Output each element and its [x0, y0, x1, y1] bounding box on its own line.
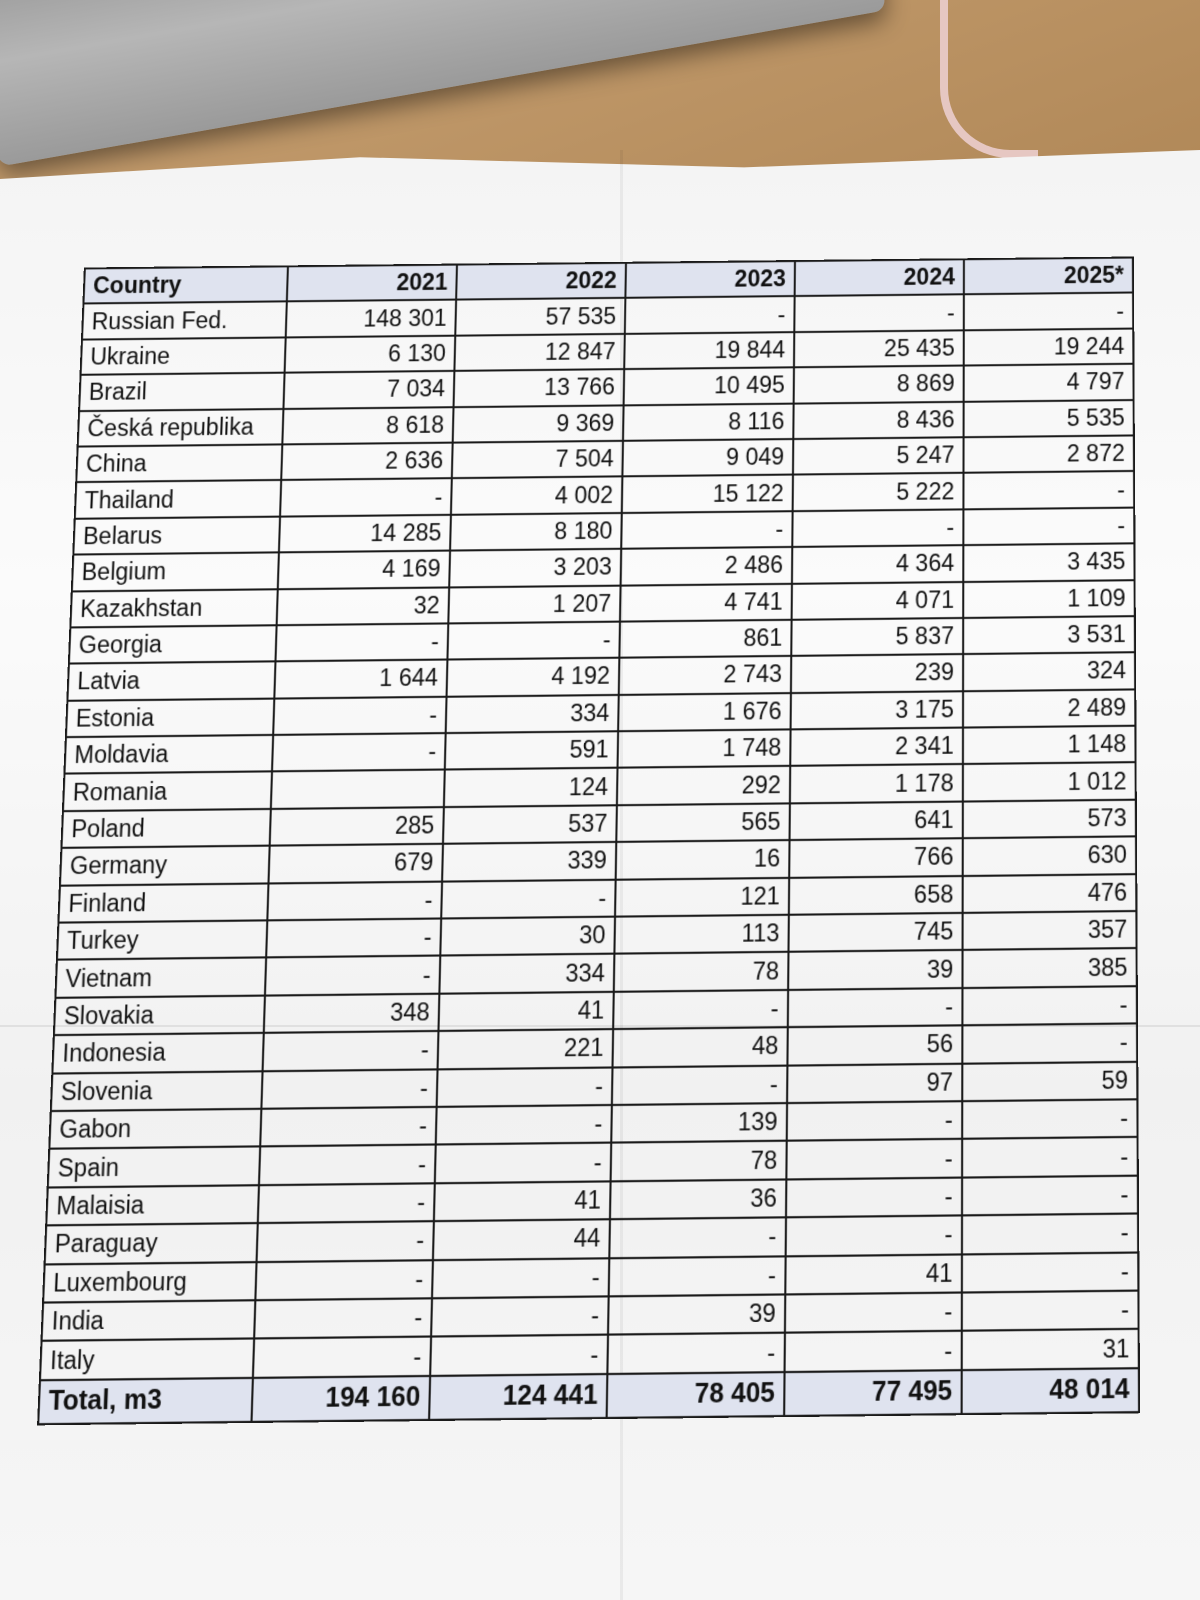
- cell-value-2021: -: [257, 1221, 434, 1261]
- cell-value-2021: -: [265, 956, 440, 995]
- cell-value-2025: -: [962, 1175, 1138, 1215]
- cell-value-2021: 679: [269, 844, 443, 883]
- cell-country: Slovakia: [54, 995, 265, 1035]
- cell-value-2023: 78: [611, 1141, 787, 1181]
- cell-value-2024: 56: [787, 1026, 962, 1066]
- cell-value-2021: -: [267, 881, 442, 920]
- table-body: [40, 293, 1139, 1380]
- cell-value-2025: 2 489: [963, 689, 1135, 728]
- cell-value-2021: 348: [264, 994, 440, 1034]
- cell-country: Vietnam: [55, 958, 266, 998]
- cell-value-2024: 4 364: [792, 545, 963, 583]
- cell-value-2021: -: [280, 478, 452, 516]
- cell-value-2025: 1 109: [963, 580, 1135, 618]
- cell-value-2022: 339: [442, 842, 616, 881]
- cell-value-2022: 7 504: [452, 441, 623, 479]
- cell-value-2021: -: [259, 1145, 436, 1185]
- cell-country: China: [76, 444, 282, 482]
- cell-value-2023: 36: [610, 1179, 786, 1219]
- cell-value-2023: 78: [614, 952, 789, 991]
- cell-value-2021: -: [256, 1260, 434, 1300]
- cell-value-2023: 48: [613, 1027, 788, 1067]
- cell-value-2022: 124: [444, 768, 618, 807]
- cell-value-2021: 14 285: [279, 515, 451, 553]
- header-2024: 2024: [795, 259, 964, 296]
- header-2023: 2023: [625, 261, 795, 298]
- cell-country: Indonesia: [52, 1033, 264, 1073]
- cell-country: Georgia: [69, 625, 277, 664]
- header-2021: 2021: [287, 265, 457, 302]
- cell-value-2022: 537: [443, 805, 617, 844]
- cell-value-2024: 4 071: [792, 582, 964, 620]
- cell-value-2024: -: [786, 1139, 962, 1179]
- cell-value-2022: 9 369: [453, 405, 624, 443]
- cell-value-2024: 41: [785, 1254, 962, 1294]
- cell-value-2025: -: [962, 1024, 1137, 1064]
- cell-value-2025: 2 872: [963, 435, 1134, 473]
- cell-value-2022: 44: [433, 1219, 610, 1259]
- cell-country: Belgium: [72, 552, 279, 590]
- cell-value-2023: 19 844: [624, 332, 794, 369]
- cell-value-2025: -: [962, 1099, 1137, 1139]
- cell-value-2022: 30: [440, 917, 615, 956]
- cell-value-2022: 334: [439, 954, 614, 993]
- cell-country: Finland: [58, 883, 268, 923]
- cell-value-2024: 239: [791, 654, 963, 692]
- cell-value-2024: 5 247: [793, 437, 964, 475]
- total-2021: 194 160: [252, 1376, 431, 1422]
- cell-value-2022: 8 180: [450, 513, 622, 551]
- cell-value-2024: 5 837: [791, 618, 963, 656]
- cell-value-2025: 5 535: [964, 400, 1134, 438]
- cell-value-2024: 658: [789, 876, 963, 915]
- cell-country: Estonia: [66, 698, 275, 737]
- cell-value-2025: -: [962, 1214, 1138, 1254]
- cell-value-2024: 5 222: [793, 473, 964, 511]
- cell-value-2025: -: [962, 1252, 1139, 1292]
- total-label: Total, m3: [38, 1378, 253, 1424]
- cell-value-2024: 745: [789, 913, 963, 952]
- cell-country: Paraguay: [45, 1223, 258, 1264]
- cell-value-2021: 8 618: [282, 407, 453, 445]
- cell-value-2025: 59: [962, 1061, 1137, 1101]
- cell-value-2022: -: [430, 1335, 608, 1376]
- cell-value-2024: -: [785, 1292, 962, 1333]
- cell-value-2023: 565: [616, 803, 790, 842]
- cell-value-2023: 139: [611, 1103, 787, 1143]
- cell-value-2023: 10 495: [624, 367, 794, 404]
- cell-value-2024: -: [794, 295, 964, 332]
- cell-value-2025: -: [962, 986, 1137, 1026]
- cell-value-2021: -: [273, 696, 446, 735]
- cell-value-2022: -: [431, 1296, 609, 1337]
- cell-value-2025: -: [964, 293, 1133, 330]
- cell-value-2022: -: [435, 1143, 611, 1183]
- header-2022: 2022: [456, 263, 626, 300]
- table-container: [37, 257, 1140, 1426]
- cell-value-2021: 4 169: [278, 551, 450, 589]
- cell-country: Poland: [61, 809, 271, 848]
- cell-value-2024: 641: [790, 801, 963, 840]
- cell-value-2021: -: [263, 1031, 439, 1071]
- cell-value-2023: 2 486: [621, 547, 793, 585]
- cell-value-2022: -: [432, 1258, 609, 1298]
- cell-value-2022: 41: [434, 1181, 611, 1221]
- total-2025: 48 014: [962, 1368, 1139, 1414]
- cell-value-2023: 861: [619, 620, 791, 658]
- cell-value-2025: -: [962, 1137, 1138, 1177]
- cell-value-2025: 1 012: [963, 763, 1136, 802]
- cell-value-2023: 121: [615, 877, 789, 916]
- cell-country: Belarus: [73, 516, 280, 554]
- total-2023: 78 405: [607, 1372, 785, 1418]
- total-2022: 124 441: [429, 1374, 607, 1420]
- cell-value-2024: 97: [787, 1063, 962, 1103]
- cell-value-2021: 2 636: [281, 443, 452, 481]
- cell-value-2023: 1 748: [618, 729, 791, 768]
- cell-value-2022: 13 766: [454, 369, 625, 406]
- cell-value-2021: [271, 770, 445, 809]
- cell-value-2023: -: [613, 990, 788, 1030]
- cell-value-2021: -: [253, 1337, 431, 1378]
- total-2024: 77 495: [784, 1370, 962, 1416]
- cell-value-2025: 3 531: [963, 616, 1135, 654]
- cell-value-2023: 113: [614, 915, 788, 954]
- cell-value-2021: 32: [277, 587, 450, 625]
- cell-country: Turkey: [57, 920, 268, 960]
- cell-country: Malaisia: [46, 1185, 259, 1226]
- cell-country: Thailand: [75, 480, 282, 518]
- cell-value-2022: -: [436, 1105, 612, 1145]
- cell-country: Russian Fed.: [82, 302, 287, 340]
- cell-value-2025: -: [963, 507, 1134, 545]
- cell-value-2023: -: [609, 1217, 786, 1257]
- cell-value-2023: -: [625, 296, 795, 333]
- cell-value-2023: 292: [617, 766, 790, 805]
- cell-country: Kazakhstan: [70, 589, 278, 628]
- cell-value-2024: -: [788, 988, 963, 1028]
- cell-value-2022: -: [437, 1067, 613, 1107]
- cell-value-2024: 3 175: [791, 691, 963, 730]
- cell-value-2023: 16: [616, 840, 790, 879]
- cell-value-2023: -: [607, 1333, 785, 1374]
- cell-value-2024: -: [786, 1216, 962, 1256]
- cell-value-2022: 334: [446, 695, 619, 734]
- cell-value-2021: -: [258, 1183, 435, 1223]
- cell-country: Česká republika: [78, 409, 284, 447]
- cell-value-2023: 2 743: [619, 656, 791, 694]
- cell-value-2023: -: [609, 1256, 786, 1296]
- cell-value-2023: 15 122: [622, 475, 793, 513]
- cell-value-2022: 57 535: [455, 298, 625, 335]
- cell-value-2021: -: [272, 733, 446, 772]
- cell-country: Ukraine: [81, 337, 286, 375]
- cell-value-2024: -: [785, 1331, 962, 1372]
- cell-value-2023: -: [612, 1065, 788, 1105]
- country-volume-table: [37, 257, 1140, 1426]
- cell-value-2023: 39: [608, 1294, 785, 1335]
- cell-value-2025: 476: [963, 874, 1137, 913]
- header-country: Country: [83, 266, 288, 304]
- cell-value-2022: 41: [439, 992, 614, 1032]
- cell-value-2025: 573: [963, 800, 1136, 839]
- cell-value-2025: 1 148: [963, 726, 1136, 765]
- cell-country: Slovenia: [51, 1071, 263, 1111]
- cell-value-2023: 4 741: [620, 583, 792, 621]
- cell-value-2024: 8 436: [793, 401, 963, 439]
- cell-value-2021: 7 034: [284, 371, 455, 408]
- cell-value-2021: 1 644: [274, 660, 447, 698]
- cell-value-2022: 12 847: [455, 334, 625, 371]
- cell-value-2025: 324: [963, 653, 1135, 691]
- cell-country: Gabon: [49, 1109, 261, 1149]
- cell-country: India: [42, 1300, 256, 1341]
- cell-value-2024: 8 869: [794, 366, 964, 403]
- cell-value-2025: 19 244: [964, 328, 1134, 365]
- cell-country: Spain: [48, 1147, 261, 1187]
- cell-value-2025: 357: [963, 911, 1137, 950]
- cell-value-2025: 3 435: [963, 543, 1134, 581]
- cell-value-2022: 4 002: [451, 477, 622, 515]
- cell-value-2021: -: [266, 919, 441, 958]
- cell-country: Romania: [63, 772, 272, 811]
- cell-value-2023: 8 116: [623, 403, 794, 441]
- cell-country: Luxembourg: [43, 1262, 257, 1303]
- cell-value-2025: 4 797: [964, 364, 1134, 401]
- cell-value-2024: -: [786, 1177, 962, 1217]
- cell-value-2023: 9 049: [622, 439, 793, 477]
- cell-value-2024: 25 435: [794, 330, 964, 367]
- cell-value-2021: -: [262, 1069, 438, 1109]
- cell-value-2024: 2 341: [790, 728, 963, 767]
- cell-country: Moldavia: [64, 735, 273, 774]
- cell-value-2025: -: [962, 1291, 1139, 1332]
- cell-value-2021: -: [254, 1298, 432, 1339]
- cell-value-2024: -: [792, 509, 963, 547]
- cell-value-2025: 31: [962, 1329, 1139, 1370]
- cell-value-2022: 591: [445, 731, 618, 770]
- cell-value-2022: -: [441, 879, 615, 918]
- cell-country: Italy: [40, 1339, 254, 1380]
- cell-value-2024: 1 178: [790, 764, 963, 803]
- cell-value-2025: 630: [963, 837, 1137, 876]
- cell-value-2022: 1 207: [448, 585, 620, 623]
- cell-value-2024: 39: [788, 950, 962, 989]
- cell-value-2025: -: [963, 471, 1134, 509]
- cell-value-2021: -: [276, 623, 449, 661]
- header-2025: 2025*: [964, 258, 1133, 295]
- cell-value-2021: 285: [270, 807, 444, 846]
- cell-value-2021: 148 301: [286, 300, 456, 337]
- cell-country: Latvia: [67, 662, 275, 701]
- cell-value-2022: 221: [438, 1029, 614, 1069]
- cell-country: Germany: [60, 846, 270, 885]
- cell-value-2024: 766: [789, 838, 963, 877]
- cell-value-2021: 6 130: [285, 335, 456, 372]
- cell-country: Brazil: [79, 373, 285, 411]
- cell-value-2022: 3 203: [449, 549, 621, 587]
- cell-value-2023: 1 676: [618, 693, 791, 732]
- cell-value-2021: -: [260, 1107, 436, 1147]
- cell-value-2022: -: [448, 622, 620, 660]
- cell-value-2023: -: [621, 511, 792, 549]
- cell-value-2022: 4 192: [447, 658, 620, 696]
- cell-value-2025: 385: [962, 948, 1136, 987]
- cell-value-2024: -: [787, 1101, 962, 1141]
